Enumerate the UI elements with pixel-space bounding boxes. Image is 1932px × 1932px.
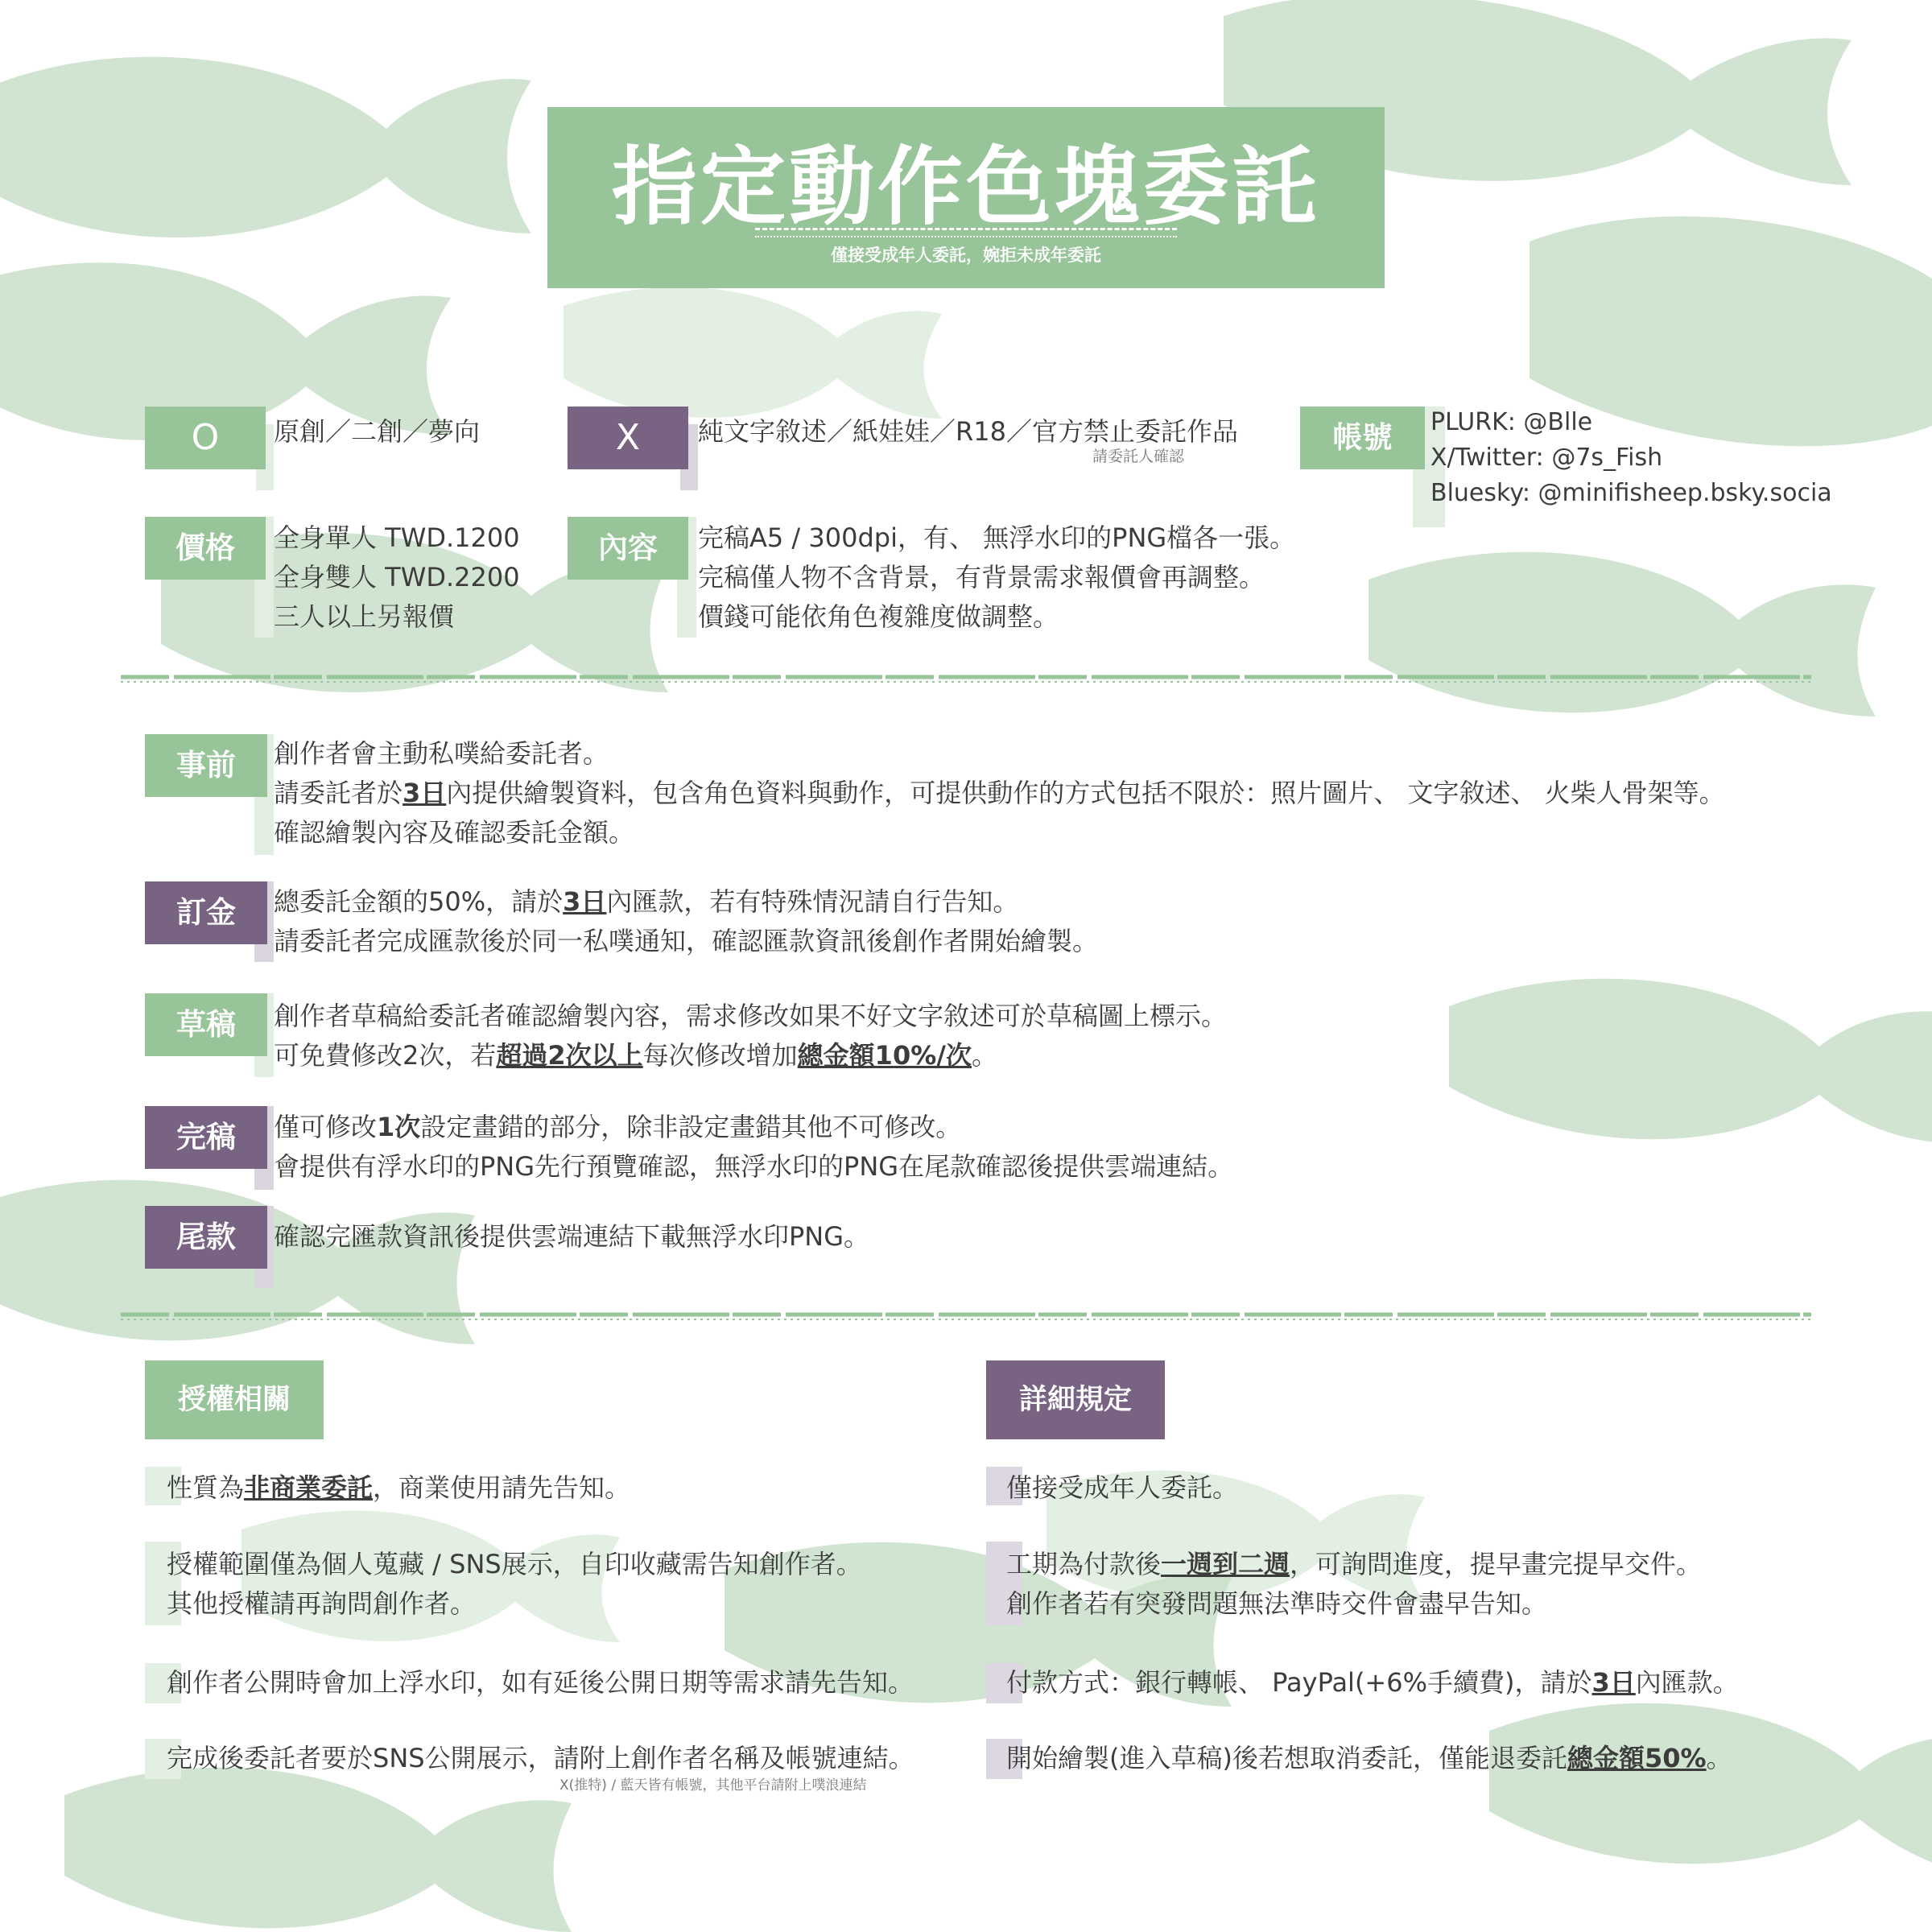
page-title: 指定動作色塊委託	[612, 138, 1320, 237]
accept-tag: O	[145, 407, 266, 469]
license-item-4: 完成後委託者要於SNS公開展示，請附上創作者名稱及帳號連結。	[167, 1743, 914, 1773]
step-balance-tag: 尾款	[145, 1206, 267, 1269]
title-underline-dotted	[755, 236, 1177, 237]
license-tag: 授權相關	[145, 1360, 324, 1439]
step-before-line-2: 請委託者於3日內提供繪製資料，包含角色資料與動作，可提供動作的方式包括不限於：照片圖片、 文字敘述、 火柴人骨架等。	[274, 778, 1725, 808]
account-twitter: X/Twitter: @7s_Fish	[1430, 444, 1663, 472]
price-line-2: 全身雙人 TWD.2200	[274, 562, 520, 592]
step-deposit-line-1: 總委託金額的50%，請於3日內匯款，若有特殊情況請自行告知。	[274, 886, 1019, 917]
account-bluesky: Bluesky: @minifisheep.bsky.socia	[1430, 479, 1832, 507]
step-final-tag: 完稿	[145, 1106, 267, 1169]
content-line-2: 完稿僅人物不含背景，有背景需求報價會再調整。	[698, 562, 1265, 592]
reject-tag: X	[568, 407, 688, 469]
rules-item-2b: 創作者若有突發問題無法準時交件會盡早告知。	[1006, 1588, 1548, 1619]
step-deposit-line-2: 請委託者完成匯款後於同一私噗通知，確認匯款資訊後創作者開始繪製。	[274, 926, 1099, 956]
reject-text: 純文字敘述／紙娃娃／R18／官方禁止委託作品	[698, 416, 1238, 447]
page-subtitle: 僅接受成年人委託，婉拒未成年委託	[831, 246, 1101, 265]
step-draft-line-2: 可免費修改2次，若超過2次以上每次修改增加總金額10%/次。	[274, 1040, 997, 1071]
rules-item-4: 開始繪製(進入草稿)後若想取消委託，僅能退委託總金額50%。	[1006, 1743, 1732, 1773]
step-draft-tag: 草稿	[145, 993, 267, 1056]
license-item-2a: 授權範圍僅為個人蒐藏 / SNS展示，自印收藏需告知創作者。	[167, 1549, 862, 1579]
section-divider	[121, 675, 1811, 683]
step-final-line-2: 會提供有浮水印的PNG先行預覽確認，無浮水印的PNG在尾款確認後提供雲端連結。	[274, 1151, 1234, 1182]
rules-tag: 詳細規定	[986, 1360, 1165, 1439]
license-item-4-note: X(推特) / 藍天皆有帳號，其他平台請附上噗浪連結	[559, 1777, 867, 1794]
content-line-1: 完稿A5 / 300dpi，有、 無浮水印的PNG檔各一張。	[698, 522, 1296, 553]
price-line-1: 全身單人 TWD.1200	[274, 522, 520, 553]
step-before-tag: 事前	[145, 734, 267, 797]
license-item-2b: 其他授權請再詢問創作者。	[167, 1588, 477, 1619]
rules-item-1: 僅接受成年人委託。	[1006, 1472, 1239, 1503]
account-plurk: PLURK: @Blle	[1430, 408, 1593, 436]
step-before-line-3: 確認繪製內容及確認委託金額。	[274, 817, 635, 848]
content-line-3: 價錢可能依角色複雜度做調整。	[698, 601, 1059, 632]
rules-item-3: 付款方式：銀行轉帳、 PayPal(+6%手續費)，請於3日內匯款。	[1006, 1667, 1739, 1698]
step-final-line-1: 僅可修改1次設定畫錯的部分，除非設定畫錯其他不可修改。	[274, 1112, 962, 1142]
step-balance-line-1: 確認完匯款資訊後提供雲端連結下載無浮水印PNG。	[274, 1221, 870, 1252]
step-draft-line-1: 創作者草稿給委託者確認繪製內容，需求修改如果不好文字敘述可於草稿圖上標示。	[274, 1001, 1228, 1031]
title-banner	[547, 107, 1385, 288]
license-item-1: 性質為非商業委託，商業使用請先告知。	[167, 1472, 631, 1503]
rules-item-2a: 工期為付款後一週到二週，可詢問進度，提早畫完提早交件。	[1006, 1549, 1703, 1579]
reject-note: 請委託人確認	[1092, 448, 1185, 465]
price-line-3: 三人以上另報價	[274, 601, 455, 632]
account-tag: 帳號	[1300, 407, 1425, 469]
license-item-3: 創作者公開時會加上浮水印，如有延後公開日期等需求請先告知。	[167, 1667, 914, 1698]
title-underline	[755, 228, 1177, 230]
step-before-line-1: 創作者會主動私噗給委託者。	[274, 738, 609, 769]
price-tag: 價格	[145, 517, 266, 580]
content-tag: 內容	[568, 517, 688, 580]
step-deposit-tag: 訂金	[145, 881, 267, 944]
accept-text: 原創／二創／夢向	[274, 416, 481, 447]
section-divider	[121, 1312, 1811, 1320]
